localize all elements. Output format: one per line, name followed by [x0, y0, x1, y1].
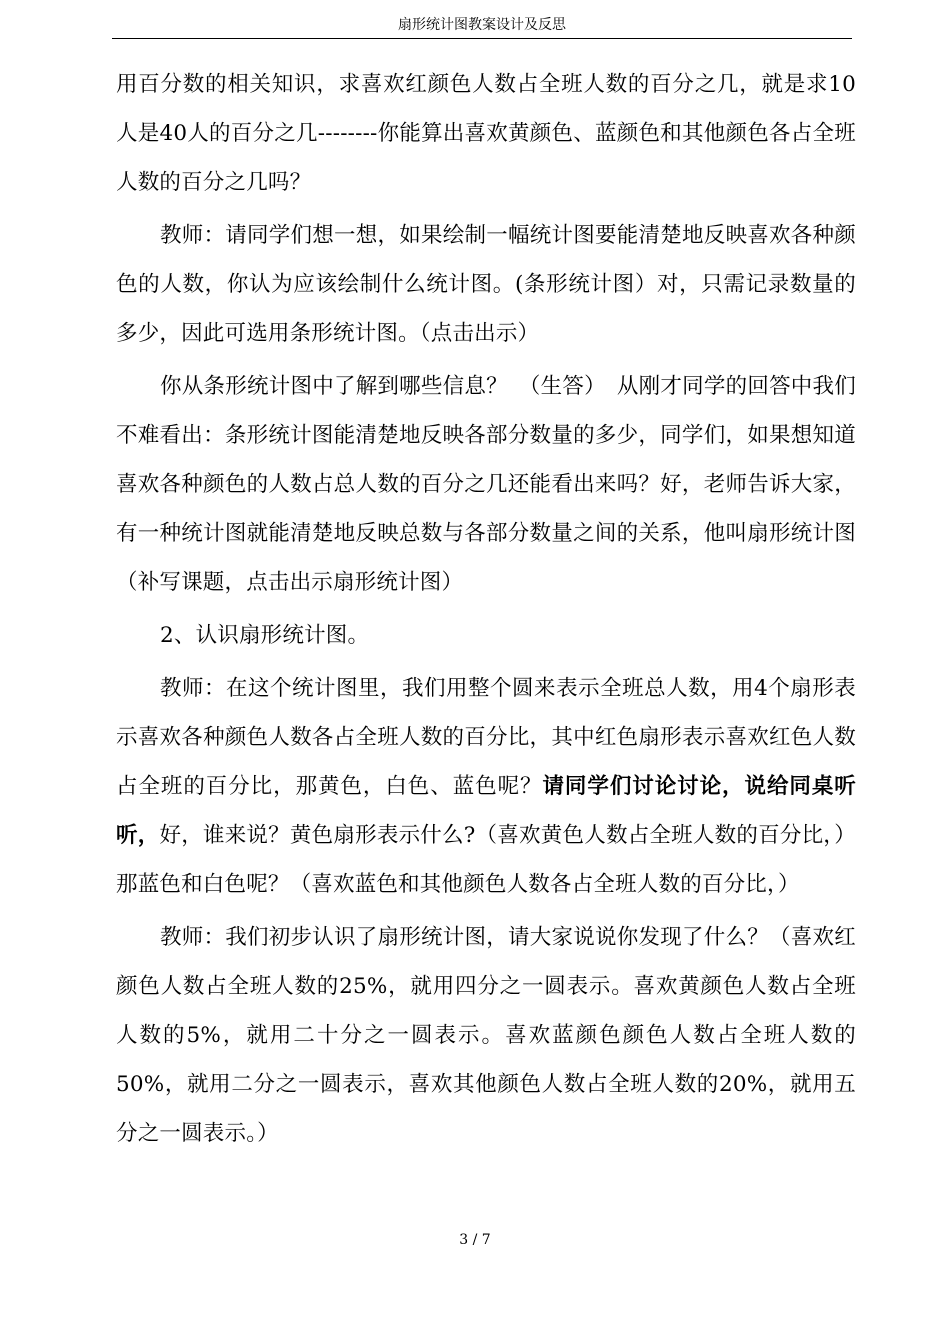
paragraph-4-section-heading: 2、认识扇形统计图。	[160, 623, 370, 648]
paragraph-5	[116, 664, 856, 909]
paragraph-2: 教师：请同学们想一想，如果绘制一幅统计图要能清楚地反映喜欢各种颜色的人数，你认为应该绘制什么统计图。(条形统计图）对，只需记录数量的多少，因此可选用条形统计图。（点击出示）	[116, 223, 856, 346]
paragraph-5-part-1: 教师：在这个统计图里，我们用整个圆来表示全班总人数，用4个扇形表示喜欢各种颜色人数各占全班人数的百分比，其中红色扇形表示喜欢红色人数占全班的百分比，那黄色，白色、蓝色呢？	[116, 676, 856, 799]
document-body	[116, 60, 856, 1158]
paragraph-5-bold-instruction: 请同学们讨论讨论，说给同桌听听，	[116, 774, 856, 848]
paragraph-3: 你从条形统计图中了解到哪些信息？ （生答） 从刚才同学的回答中我们不难看出：条形统计图能清楚地反映各部分数量的多少，同学们，如果想知道喜欢各种颜色的人数占总人数的百分之几还能看出来吗？好，老师告诉大家，有一种统计图就能清楚地反映总数与各部分数量之间的关系，他叫扇形统计图（补写课题，点击出示扇形统计图）	[116, 374, 856, 595]
paragraph-1: 用百分数的相关知识，求喜欢红颜色人数占全班人数的百分之几，就是求10人是40人的百分之几--------你能算出喜欢黄颜色、蓝颜色和其他颜色各占全班人数的百分之几吗？	[116, 72, 856, 195]
paragraph-5-part-2: 好，谁来说？黄色扇形表示什么?（喜欢黄色人数占全班人数的百分比，）那蓝色和白色呢？（喜欢蓝色和其他颜色人数各占全班人数的百分比，）	[116, 823, 856, 897]
paragraph-6: 教师：我们初步认识了扇形统计图，请大家说说你发现了什么？（喜欢红颜色人数占全班人数的25%，就用四分之一圆表示。喜欢黄颜色人数占全班人数的5%，就用二十分之一圆表示。喜欢蓝颜色颜色人数占全班人数的50%，就用二分之一圆表示，喜欢其他颜色人数占全班人数的20%，就用五分之一圆表示。）	[116, 925, 856, 1146]
page-footer	[0, 1232, 950, 1248]
page-number: 3 / 7	[459, 1232, 491, 1248]
header-title: 扇形统计图教案设计及反思	[398, 17, 566, 33]
page-header	[112, 12, 852, 39]
